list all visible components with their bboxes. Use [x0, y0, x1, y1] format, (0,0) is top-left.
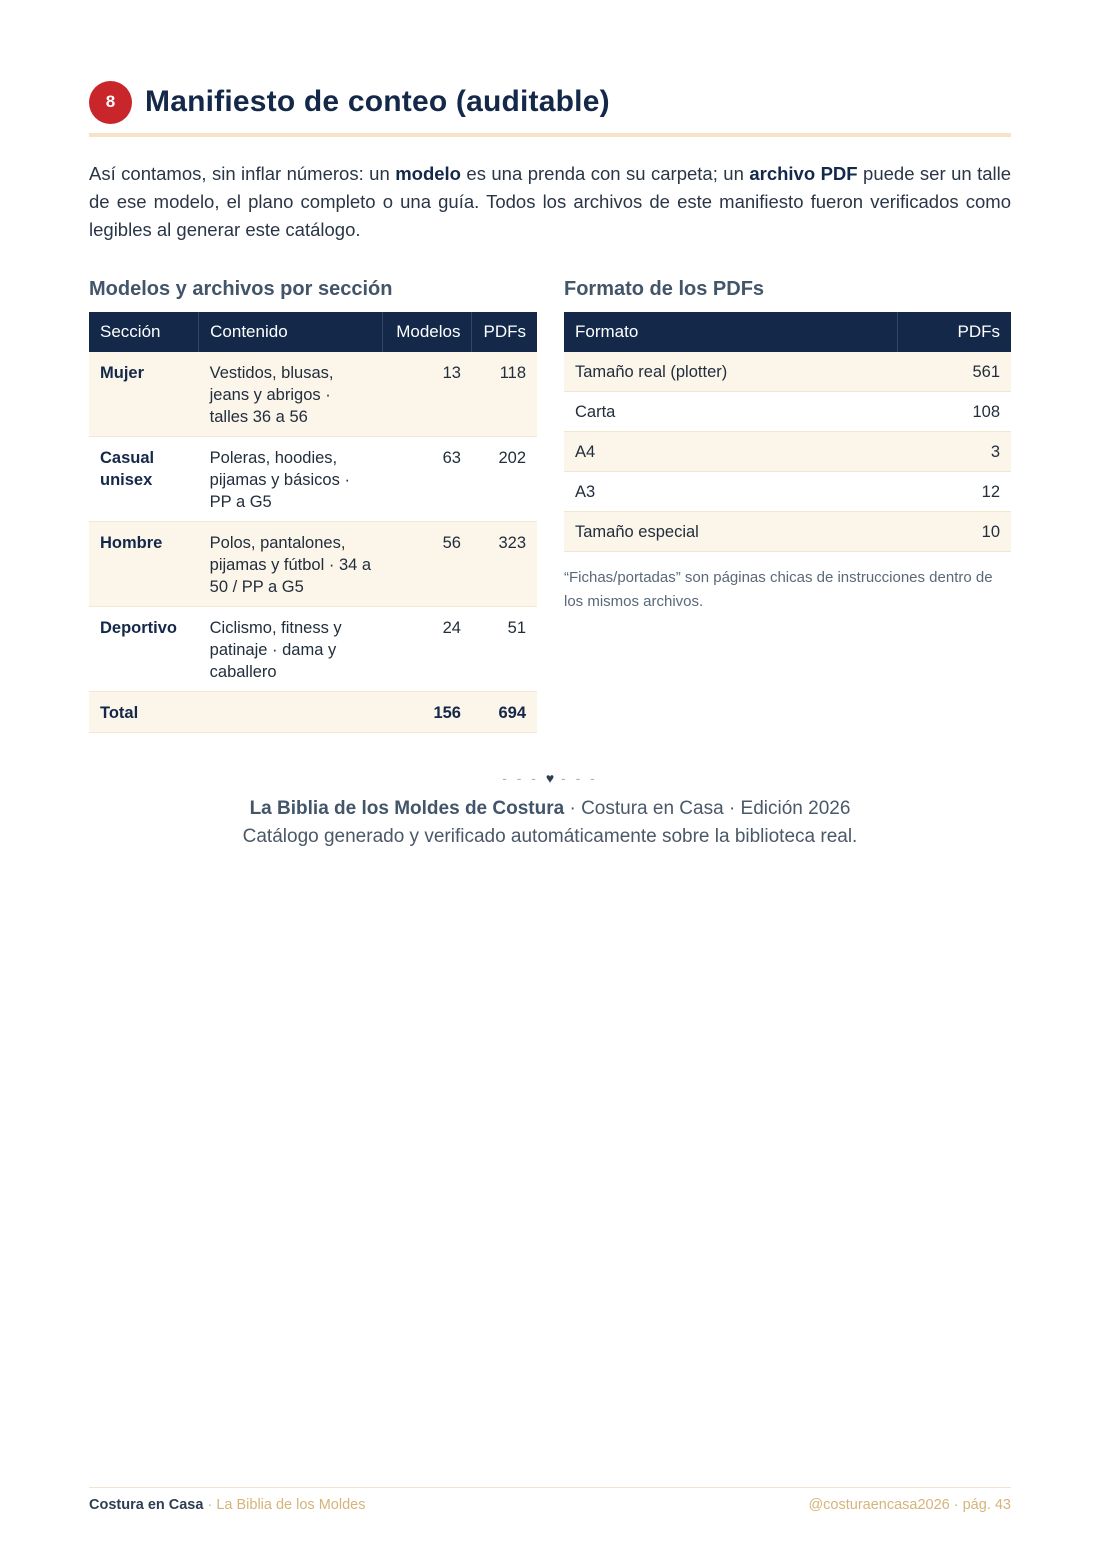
page-title: Manifiesto de conteo (auditable) — [145, 85, 610, 118]
row-formato: A4 — [564, 432, 897, 472]
sections-heading: Modelos y archivos por sección — [89, 278, 393, 300]
row-modelos: 56 — [382, 522, 472, 607]
table-row — [564, 432, 1011, 472]
row-pdfs: 202 — [472, 437, 537, 522]
col-header-pdfs: PDFs — [897, 312, 1011, 352]
sections-header-row — [89, 312, 537, 352]
table-row — [564, 392, 1011, 432]
row-pdfs: 108 — [897, 392, 1011, 432]
credits-edition: · Costura en Casa · Edición 2026 — [564, 798, 851, 819]
row-contenido: Poleras, hoodies, pijamas y básicos · PP a G5 — [199, 437, 382, 522]
table-row — [89, 437, 537, 522]
page-footer — [89, 1497, 1011, 1513]
row-pdfs: 12 — [897, 472, 1011, 512]
credits-book-title: La Biblia de los Moldes de Costura — [249, 798, 565, 819]
row-pdfs: 3 — [897, 432, 1011, 472]
total-row — [89, 692, 537, 733]
heart-icon: ♥ — [545, 770, 555, 786]
col-header-modelos: Modelos — [382, 312, 472, 352]
intro-text-3: puede ser un talle de ese modelo, el plano completo o una guía. Todos los archivos de este manifiesto fueron verificados como legibles al generar este catálogo. — [89, 163, 1012, 240]
ornament-dashes-left: - - - — [502, 770, 539, 786]
col-header-pdfs: PDFs — [472, 312, 537, 352]
intro-text-2: es una prenda con su carpeta; un — [460, 163, 750, 184]
formats-header-row — [564, 312, 1011, 352]
row-contenido: Vestidos, blusas, jeans y abrigos · talles 36 a 56 — [199, 352, 382, 437]
total-empty-cell — [199, 692, 382, 733]
row-modelos: 13 — [382, 352, 472, 437]
row-contenido: Polos, pantalones, pijamas y fútbol · 34 a 50 / PP a G5 — [199, 522, 382, 607]
credits-line-1 — [89, 795, 1011, 823]
intro-paragraph — [89, 160, 1011, 244]
row-formato: A3 — [564, 472, 897, 512]
row-pdfs: 51 — [472, 607, 537, 692]
footer-divider — [89, 1487, 1011, 1488]
intro-bold-modelo: modelo — [395, 163, 461, 184]
credits-block — [89, 795, 1011, 851]
total-pdfs: 694 — [472, 692, 537, 733]
row-seccion: Mujer — [89, 352, 199, 437]
footer-book: La Biblia de los Moldes — [216, 1497, 366, 1513]
footer-brand: Costura en Casa — [89, 1497, 204, 1513]
row-pdfs: 561 — [897, 352, 1011, 392]
row-contenido: Ciclismo, fitness y patinaje · dama y caballero — [199, 607, 382, 692]
row-pdfs: 118 — [472, 352, 537, 437]
col-header-contenido: Contenido — [199, 312, 382, 352]
table-row — [564, 472, 1011, 512]
section-header — [89, 80, 1011, 124]
row-seccion: Hombre — [89, 522, 199, 607]
table-row — [89, 352, 537, 437]
total-label: Total — [89, 692, 199, 733]
formats-table — [564, 312, 1011, 552]
ornament-divider — [89, 770, 1011, 786]
formats-heading: Formato de los PDFs — [564, 278, 765, 300]
footer-separator: · — [203, 1497, 217, 1513]
title-underline — [89, 133, 1011, 137]
row-formato: Tamaño real (plotter) — [564, 352, 897, 392]
section-number-badge: 8 — [89, 81, 132, 124]
row-formato: Carta — [564, 392, 897, 432]
table-row — [89, 607, 537, 692]
row-modelos: 63 — [382, 437, 472, 522]
sections-table — [89, 312, 537, 733]
col-header-formato: Formato — [564, 312, 897, 352]
catalog-page — [89, 0, 1011, 1557]
row-formato: Tamaño especial — [564, 512, 897, 552]
row-modelos: 24 — [382, 607, 472, 692]
intro-text-1: Así contamos, sin inflar números: un — [89, 163, 396, 184]
footer-left — [89, 1497, 365, 1513]
row-seccion: Casual unisex — [89, 437, 199, 522]
row-seccion: Deportivo — [89, 607, 199, 692]
ornament-dashes-right: - - - — [561, 770, 598, 786]
col-header-seccion: Sección — [89, 312, 199, 352]
footer-page-info: @costuraencasa2026 · pág. 43 — [808, 1497, 1011, 1513]
row-pdfs: 323 — [472, 522, 537, 607]
table-row — [564, 352, 1011, 392]
row-pdfs: 10 — [897, 512, 1011, 552]
total-modelos: 156 — [382, 692, 472, 733]
credits-line-2: Catálogo generado y verificado automáticamente sobre la biblioteca real. — [242, 826, 858, 847]
intro-bold-archivo: archivo PDF — [749, 163, 858, 184]
table-row — [89, 522, 537, 607]
formats-note: “Fichas/portadas” son páginas chicas de instrucciones dentro de los mismos archivos. — [564, 569, 993, 610]
table-row — [564, 512, 1011, 552]
